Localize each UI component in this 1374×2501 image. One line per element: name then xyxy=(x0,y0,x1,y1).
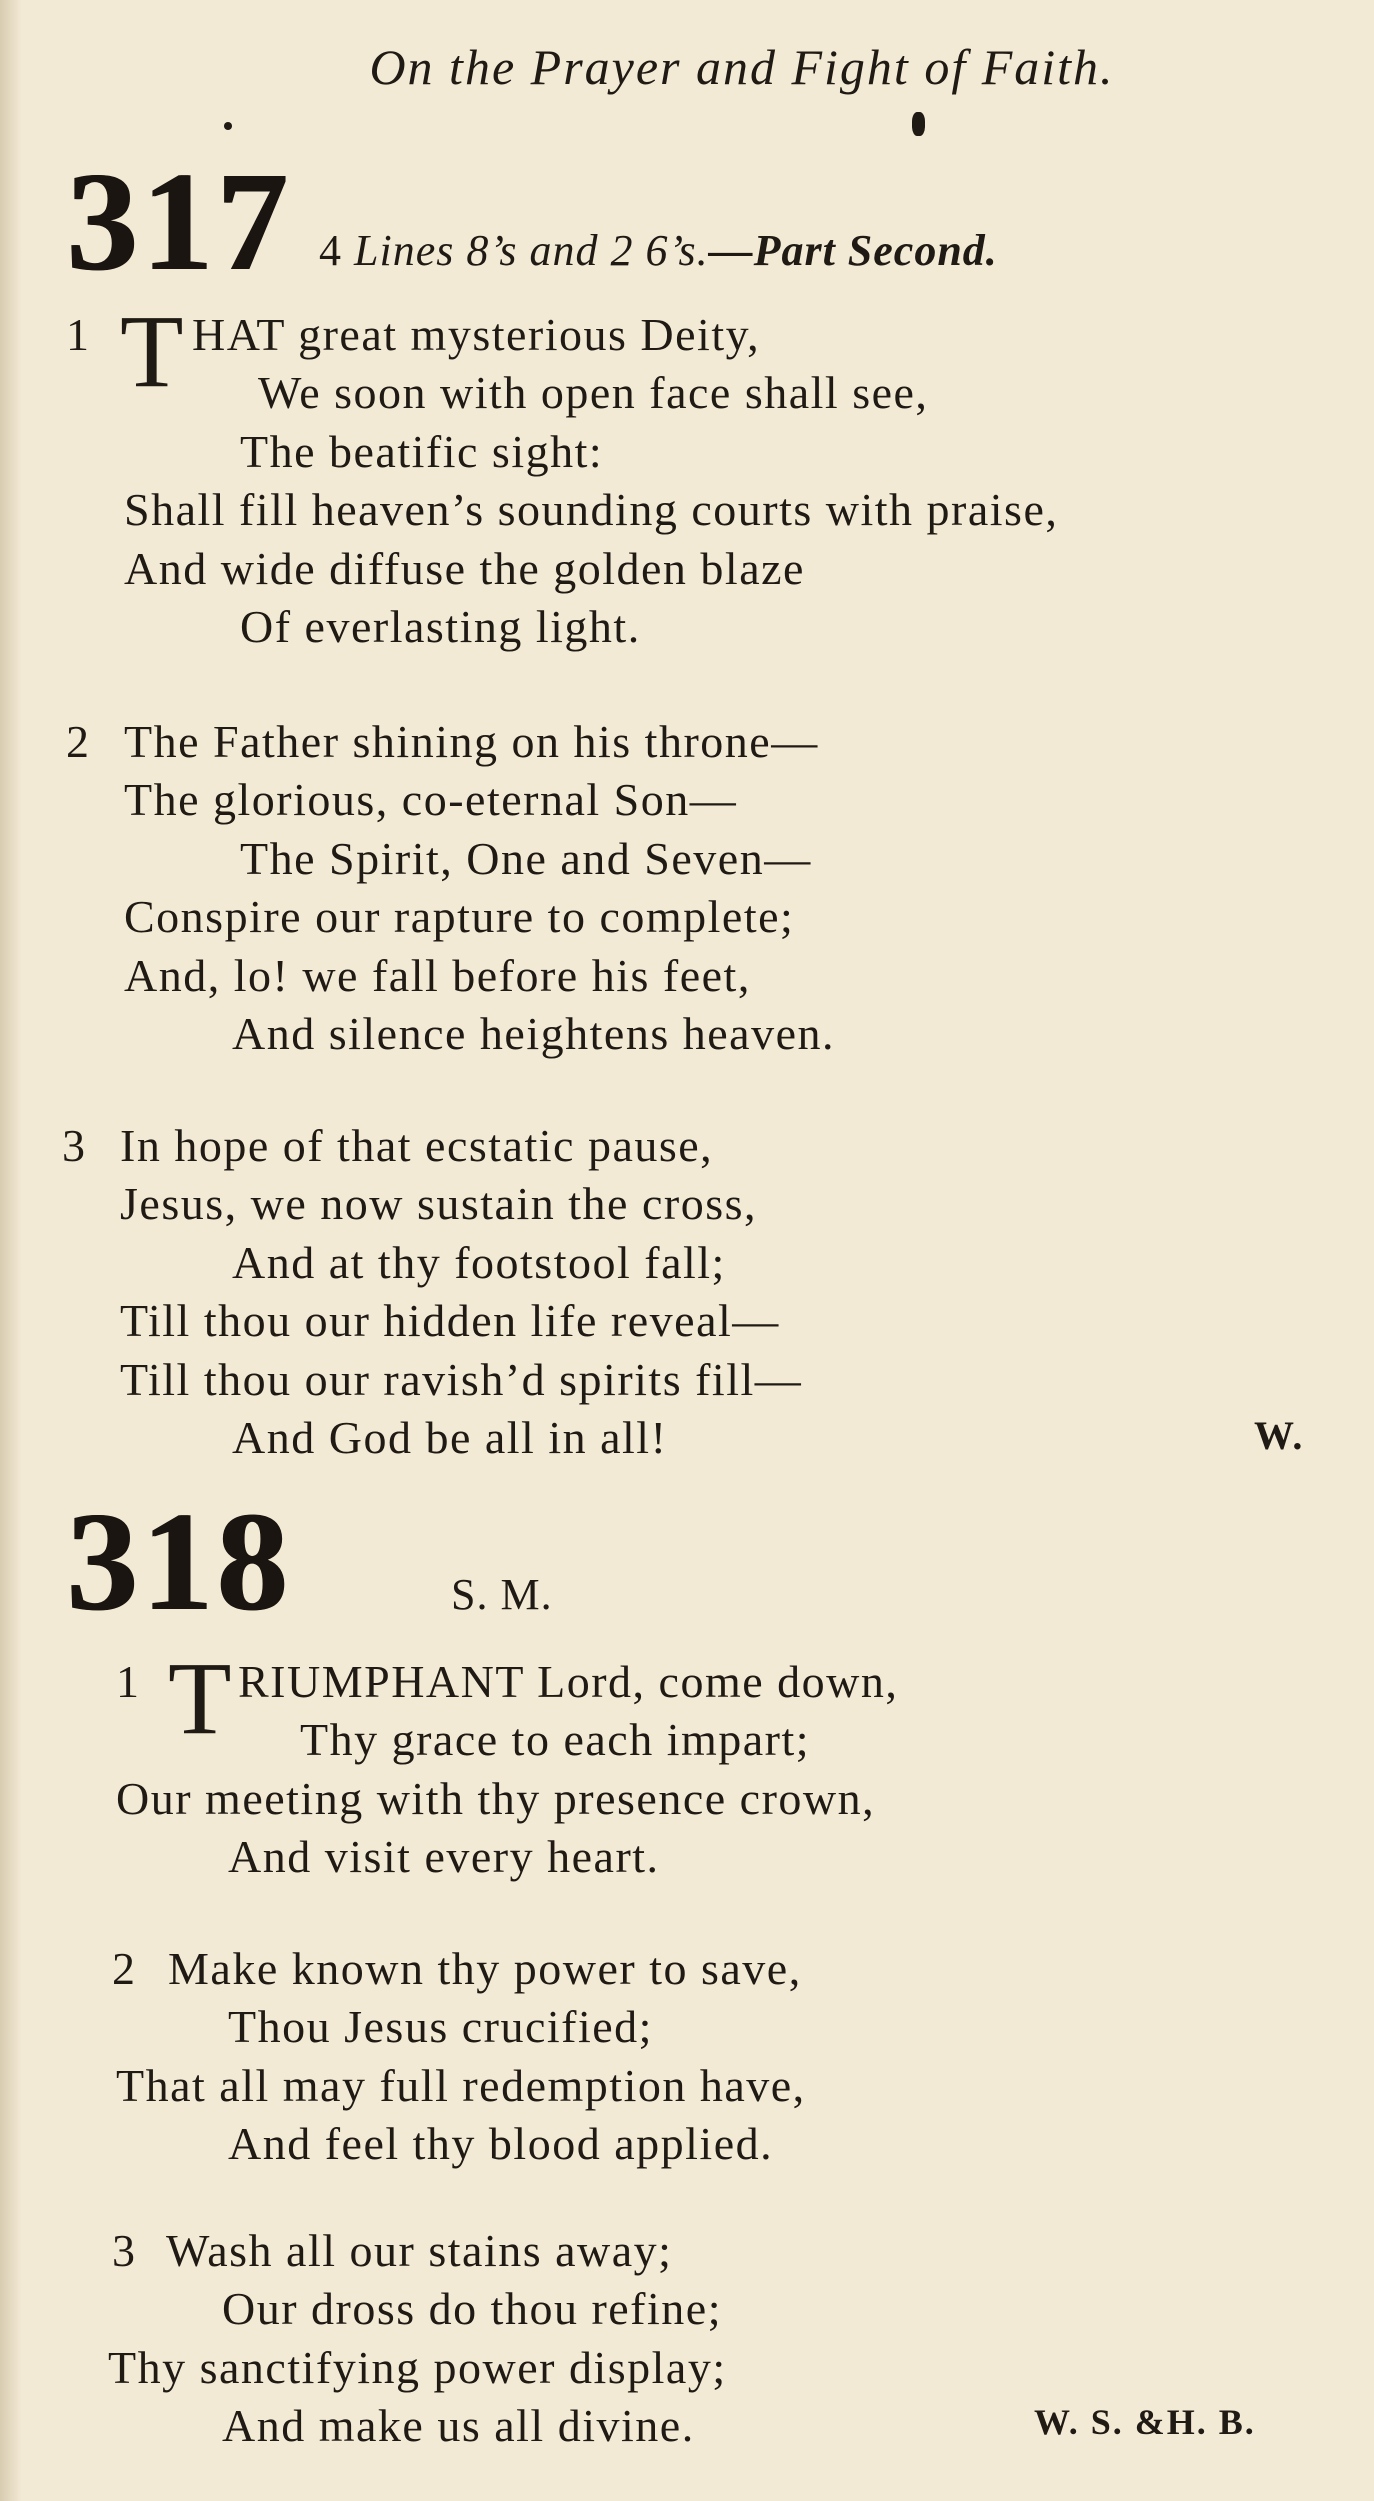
verse-line: Wash all our stains away; xyxy=(166,2225,673,2276)
meter-eights: 8’s xyxy=(466,225,518,275)
verse-line: The beatific sight: xyxy=(240,426,604,477)
drop-cap: T xyxy=(120,294,186,409)
verse-line: Conspire our rapture to complete; xyxy=(124,891,795,942)
hymn-meter: S. M. xyxy=(451,1569,553,1619)
meter-lines: Lines xyxy=(354,225,455,275)
verse-number: 2 xyxy=(66,716,91,767)
verse-number: 3 xyxy=(112,2225,137,2276)
verse-line: The Father shining on his throne— xyxy=(124,716,819,767)
verse-line: Thy sanctifying power display; xyxy=(108,2342,727,2393)
hymn-meter xyxy=(319,225,998,286)
verse-line: We soon with open face shall see, xyxy=(258,367,929,418)
meter-sixes: 2 6’s. xyxy=(610,225,709,275)
ink-speck xyxy=(224,122,232,130)
verse-line: And wide diffuse the golden blaze xyxy=(124,543,805,594)
verse-line: And visit every heart. xyxy=(228,1831,660,1882)
verse-line: And make us all divine. xyxy=(222,2400,695,2451)
verse-number: 2 xyxy=(112,1943,137,1994)
verse-line: Our meeting with thy presence crown, xyxy=(116,1773,876,1824)
verse-line: Till thou our ravish’d spirits fill— xyxy=(120,1354,803,1405)
verse-line: The Spirit, One and Seven— xyxy=(240,833,812,884)
verse-number: 1 xyxy=(66,309,91,360)
drop-cap: T xyxy=(168,1641,234,1756)
verse-line: Jesus, we now sustain the cross, xyxy=(120,1178,757,1229)
verse-line: And, lo! we fall before his feet, xyxy=(124,950,751,1001)
verse-line: Make known thy power to save, xyxy=(168,1943,802,1994)
verse-line: And at thy footstool fall; xyxy=(232,1237,726,1288)
verse-line: Thou Jesus crucified; xyxy=(228,2001,653,2052)
hymn-number: 318 xyxy=(66,1482,291,1640)
verse-line: Thy grace to each impart; xyxy=(300,1714,811,1765)
hymn-317-header xyxy=(66,142,998,300)
meter-part: —Part Second. xyxy=(708,225,998,275)
hymn-number: 317 xyxy=(66,142,291,300)
running-head: On the Prayer and Fight of Faith. xyxy=(369,39,1115,95)
verse-line: RIUMPHANT Lord, come down, xyxy=(238,1656,899,1707)
verse-line: Of everlasting light. xyxy=(240,601,641,652)
meter-count: 4 xyxy=(319,225,342,275)
verse-line: Shall fill heaven’s sounding courts with praise, xyxy=(124,484,1059,535)
hymn-318-header xyxy=(66,1482,553,1640)
verse-line: HAT great mysterious Deity, xyxy=(192,309,761,360)
verse-line: Our dross do thou refine; xyxy=(222,2283,722,2334)
page-spine-shadow xyxy=(0,0,22,2501)
verse-line: That all may full redemption have, xyxy=(116,2060,806,2111)
verse-number: 3 xyxy=(62,1120,87,1171)
hymn-317-attribution: W. xyxy=(1254,1413,1305,1458)
verse-line: Till thou our hidden life reveal— xyxy=(120,1295,780,1346)
verse-line: And God be all in all! xyxy=(232,1412,668,1463)
verse-line: In hope of that ecstatic pause, xyxy=(120,1120,714,1171)
verse-line: And silence heightens heaven. xyxy=(232,1008,835,1059)
ink-speck xyxy=(912,112,925,136)
verse-line: And feel thy blood applied. xyxy=(228,2118,774,2169)
verse-number: 1 xyxy=(116,1656,141,1707)
meter-and: and xyxy=(529,225,599,275)
hymn-318-attribution: W. S. &H. B. xyxy=(1034,2402,1256,2442)
verse-line: The glorious, co-eternal Son— xyxy=(124,774,738,825)
